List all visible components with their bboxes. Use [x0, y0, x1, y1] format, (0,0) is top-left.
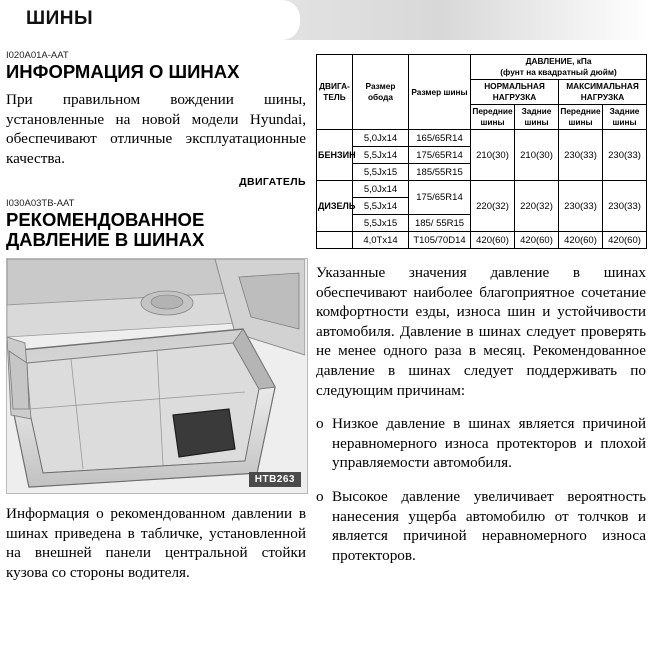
- th-max-line2: НАГРУЗКА: [580, 92, 625, 102]
- cell-normal-rear: 220(32): [515, 181, 559, 232]
- section-code-1: I020A01A-AAT: [6, 50, 69, 61]
- cell-tire: 165/65R14: [409, 130, 471, 147]
- cell-rim: 5,5Jx14: [353, 198, 409, 215]
- th-pressure-line1: ДАВЛЕНИЕ, кПа: [525, 56, 592, 66]
- figure-code: HTB263: [249, 472, 301, 487]
- cell-tire: 175/65R14: [409, 181, 471, 215]
- cell-max-front: 230(33): [559, 181, 603, 232]
- cell-max-front: 230(33): [559, 130, 603, 181]
- bullet-marker: о: [316, 487, 324, 505]
- th-normal-front: Передние шины: [471, 105, 515, 130]
- cell-normal-front: 220(32): [471, 181, 515, 232]
- page-title: ШИНЫ: [26, 8, 94, 29]
- th-rim-size: Размер обода: [353, 55, 409, 130]
- section-title-recommended-pressure: [6, 210, 306, 250]
- th-normal-line1: НОРМАЛЬНАЯ: [484, 81, 545, 91]
- cell-normal-rear: 210(30): [515, 130, 559, 181]
- cell-tire: 185/ 55R15: [409, 215, 471, 232]
- engine-caption: ДВИГАТЕЛЬ: [239, 176, 306, 188]
- bullet-marker: о: [316, 415, 324, 433]
- tire-info-paragraph: При правильном вождении шины, установленные на новой модели Hyundai, обеспечивают отличные эксплуатационные качества.: [6, 91, 306, 167]
- cell-rim: 5,0Jx14: [353, 130, 409, 147]
- th-engine: ДВИГА-ТЕЛЬ: [317, 55, 353, 130]
- section-code-2: I030A03TB-AAT: [6, 198, 75, 209]
- cell-rim: 4,0Tx14: [353, 232, 409, 249]
- th-tire-size: Размер шины: [409, 55, 471, 130]
- cell-max-rear: 230(33): [603, 181, 647, 232]
- trunk-illustration: [6, 258, 308, 494]
- cell-tire: 185/55R15: [409, 164, 471, 181]
- th-max-line1: МАКСИМАЛЬНАЯ: [566, 81, 639, 91]
- cell-normal-front: 210(30): [471, 130, 515, 181]
- pressure-explanation-paragraph: Указанные значения давление в шинах обеспечивают наиболее благоприятное сочетание комфортности езды, износа шин и устойчивости автомобиля. Давление в шинах следует проверять не менее одного раза в месяц. Рекомендованное давление в шинах следует поддерживать по следующим причинам:: [316, 264, 646, 399]
- list-item: [316, 414, 646, 473]
- table-row: [317, 181, 647, 198]
- cell-engine-spare: [317, 232, 353, 249]
- table-row: [317, 130, 647, 147]
- tire-pressure-table: [316, 54, 647, 249]
- th-pressure-line2: (фунт на квадратный дюйм): [500, 67, 617, 77]
- cell-normal-front: 420(60): [471, 232, 515, 249]
- cell-rim: 5,5Jx15: [353, 215, 409, 232]
- section-title-tire-info: ИНФОРМАЦИЯ О ШИНАХ: [6, 61, 240, 82]
- cell-max-rear: 230(33): [603, 130, 647, 181]
- cell-tire: 175/65R14: [409, 147, 471, 164]
- th-max-load: [559, 80, 647, 105]
- cell-max-front: 420(60): [559, 232, 603, 249]
- cell-rim: 5,5Jx15: [353, 164, 409, 181]
- cell-tire: T105/70D14: [409, 232, 471, 249]
- table-row-spare: [317, 232, 647, 249]
- th-max-front: Передние шины: [559, 105, 603, 130]
- cell-normal-rear: 420(60): [515, 232, 559, 249]
- right-column: [316, 54, 646, 565]
- cell-engine-gasoline: БЕНЗИН: [317, 130, 353, 181]
- cell-rim: 5,0Jx14: [353, 181, 409, 198]
- th-normal-load: [471, 80, 559, 105]
- th-max-rear: Задние шины: [603, 105, 647, 130]
- bullet-text: Высокое давление увеличивает вероятность нанесения ущерба автомобилю от толчков и является причиной неравномерного износа протекторов.: [332, 487, 646, 564]
- illustration-caption: Информация о рекомендованном давлении в шинах приведена в табличке, установленной на внешней панели центральной стойки кузова со стороны водителя.: [6, 505, 306, 581]
- th-normal-line2: НАГРУЗКА: [492, 92, 537, 102]
- left-column: [6, 50, 306, 582]
- list-item: [316, 487, 646, 565]
- section-title-line-1: РЕКОМЕНДОВАННОЕ: [6, 209, 205, 230]
- cell-max-rear: 420(60): [603, 232, 647, 249]
- th-pressure: [471, 55, 647, 80]
- cell-engine-diesel: ДИЗЕЛЬ: [317, 181, 353, 232]
- section-title-line-2: ДАВЛЕНИЕ В ШИНАХ: [6, 229, 205, 250]
- cell-rim: 5,5Jx14: [353, 147, 409, 164]
- bullet-text: Низкое давление в шинах является причиной неравномерного износа протекторов и плохой управляемости автомобиля.: [332, 415, 646, 472]
- th-normal-rear: Задние шины: [515, 105, 559, 130]
- trunk-illustration-svg: [7, 259, 305, 491]
- page-header: [0, 0, 650, 40]
